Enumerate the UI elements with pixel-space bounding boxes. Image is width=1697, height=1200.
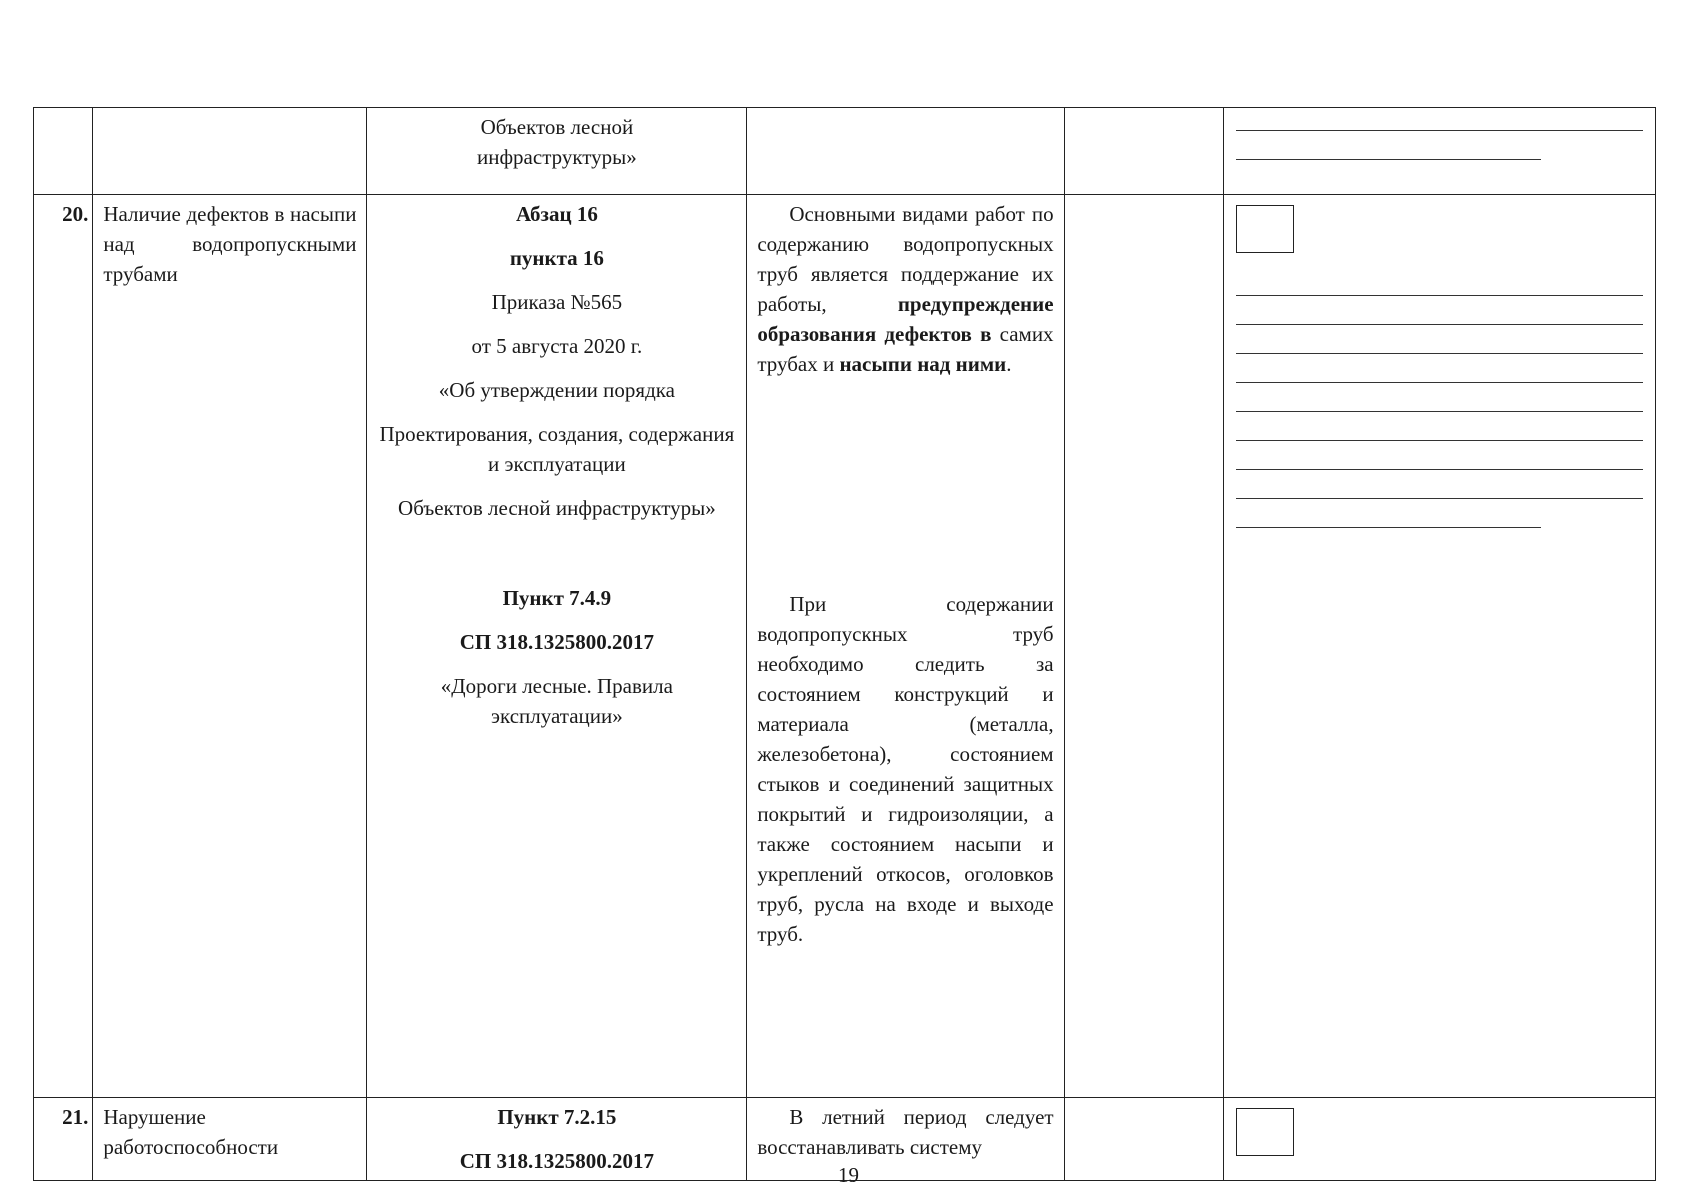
answer-line: [1236, 469, 1643, 470]
explanation-text: [757, 199, 1053, 949]
row-number-cell: [34, 108, 93, 195]
document-cell: [367, 195, 747, 1098]
punkt2-label: Пункт 7.4.9: [502, 586, 612, 610]
document-cell: [367, 108, 747, 195]
explanation-cell: [747, 108, 1064, 195]
explanation-paragraph-1: В летний период следует восстанавливать систему: [757, 1105, 1054, 1159]
answer-cell: [1224, 195, 1656, 1098]
answer-checkbox[interactable]: [1236, 205, 1294, 253]
explanation-paragraph-1: [757, 199, 1053, 379]
explanation-bold-part: насыпи над ними: [839, 352, 1007, 376]
explanation-text: [757, 1102, 1053, 1162]
document-line: инфраструктуры»: [476, 145, 637, 169]
table-row-continuation: [34, 108, 1656, 195]
punkt-label: пункта 16: [509, 246, 604, 270]
row-number: 21.: [34, 1098, 93, 1181]
requirement-cell: [93, 195, 367, 1098]
explanation-text-part: самих трубах и: [757, 322, 1054, 376]
explanation-text-part: Основными видами работ по содержанию водопропускных труб является поддержание их работы,: [757, 202, 1054, 316]
checklist-table: [33, 107, 1656, 1181]
requirement-cell: [93, 108, 367, 195]
answer-line: [1236, 130, 1643, 131]
answer-line: [1236, 324, 1643, 325]
order-date: от 5 августа 2020 г.: [471, 334, 643, 358]
document-reference: [377, 199, 736, 731]
answer-line: [1236, 527, 1541, 528]
table-row-20: [34, 195, 1656, 1098]
row-number: 20.: [34, 195, 93, 1098]
sp-label: СП 318.1325800.2017: [459, 630, 654, 654]
answer-line: [1236, 440, 1643, 441]
answer-line: [1236, 353, 1643, 354]
order-title-3: Объектов лесной инфраструктуры»: [398, 496, 716, 520]
order-title-1: «Об утверждении порядка: [438, 378, 675, 402]
page-number: 19: [838, 1163, 859, 1187]
abzac-label: Абзац 16: [515, 202, 598, 226]
answer-line: [1236, 382, 1643, 383]
document-line: Объектов лесной: [480, 115, 634, 139]
empty-cell: [1064, 108, 1224, 195]
order-title-2: Проектирования, создания, содержания и эксплуатации: [379, 422, 735, 476]
answer-line: [1236, 498, 1643, 499]
empty-cell: [1064, 195, 1224, 1098]
explanation-bold-part: предупреждение образования дефектов в: [757, 292, 1054, 346]
explanation-paragraph-2: При содержании водопропускных труб необходимо следить за состоянием конструкций и материала (металла, железобетона), состоянием стыков и соединений защитных покрытий и гидроизоляции, а также состоянием насыпи и укреплений откосов, оголовков труб, русла на входе и выходе труб.: [757, 592, 1054, 946]
requirement-text: Наличие дефектов в насыпи над водопропускными трубами: [103, 202, 357, 286]
answer-line: [1236, 411, 1643, 412]
requirement-text: Нарушение работоспособности: [103, 1105, 279, 1159]
answer-line: [1236, 295, 1643, 296]
punkt-label: Пункт 7.2.15: [497, 1105, 617, 1129]
explanation-cell: [747, 195, 1064, 1098]
sp-title: «Дороги лесные. Правила эксплуатации»: [440, 674, 673, 728]
order-label: Приказа №565: [491, 290, 623, 314]
answer-checkbox[interactable]: [1236, 1108, 1294, 1156]
explanation-text-part: .: [1006, 352, 1012, 376]
sp-label: СП 318.1325800.2017: [459, 1149, 654, 1173]
answer-cell: [1224, 108, 1656, 195]
answer-line: [1236, 159, 1541, 160]
